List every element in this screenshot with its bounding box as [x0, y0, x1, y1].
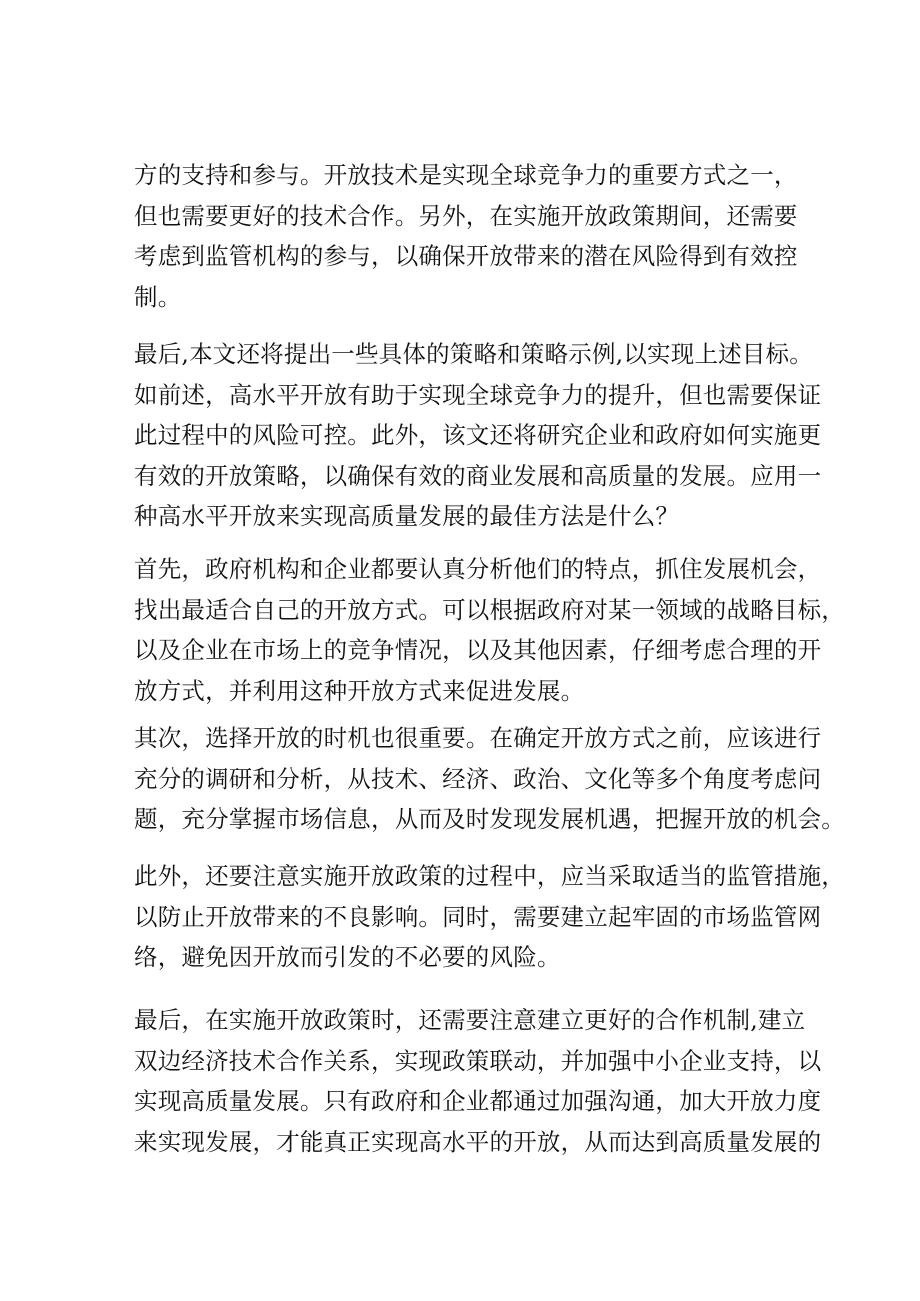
text-line: 制。 — [134, 282, 182, 311]
text-line: 种高水平开放来实现高质量发展的最佳方法是什么？ — [134, 502, 680, 530]
text-line: 但也需要更好的技术合作。另外，在实施开放政策期间，还需要 — [134, 201, 798, 230]
paragraph-3 — [134, 549, 845, 711]
text-line: 考虑到监管机构的参与，以确保开放带来的潜在风险得到有效控 — [134, 242, 798, 270]
text-line: 放方式，并利用这种开放方式来促进发展。 — [134, 676, 585, 705]
text-line: 络，避免因开放而引发的不必要的风险。 — [134, 943, 561, 971]
text-line: 最后，在实施开放政策时，还需要注意建立更好的合作机制,建立 — [134, 1006, 806, 1034]
text-line: 此过程中的风险可控。此外，该文还将研究企业和政府如何实施更 — [134, 421, 822, 449]
text-line: 找出最适合自己的开放方式。可以根据政府对某一领域的战略目标， — [134, 595, 845, 624]
paragraph-1 — [134, 155, 804, 317]
text-line: 方的支持和参与。开放技术是实现全球竞争力的重要方式之一， — [134, 161, 798, 189]
text-line: 此外，还要注意实施开放政策的过程中，应当采取适当的监管措施， — [134, 862, 845, 890]
paragraph-4 — [134, 718, 845, 840]
text-line: 最后,本文还将提出一些具体的策略和策略示例,以实现上述目标。 — [134, 340, 813, 368]
paragraph-6 — [134, 1000, 822, 1162]
text-line: 首先，政府机构和企业都要认真分析他们的特点，抓住发展机会， — [134, 555, 822, 583]
paragraph-2 — [134, 334, 822, 537]
text-line: 双边经济技术合作关系，实现政策联动，并加强中小企业支持，以 — [134, 1046, 822, 1075]
text-line: 其次，选择开放的时机也很重要。在确定开放方式之前，应该进行 — [134, 724, 822, 752]
text-line: 实现高质量发展。只有政府和企业都通过加强沟通，加大开放力度 — [134, 1087, 822, 1115]
text-line: 充分的调研和分析，从技术、经济、政治、文化等多个角度考虑问 — [134, 764, 822, 793]
text-line: 有效的开放策略，以确保有效的商业发展和高质量的发展。应用一 — [134, 461, 822, 490]
text-line: 如前述，高水平开放有助于实现全球竞争力的提升，但也需要保证 — [134, 380, 822, 409]
text-line: 来实现发展，才能真正实现高水平的开放，从而达到高质量发展的 — [134, 1127, 822, 1156]
text-line: 以防止开放带来的不良影响。同时，需要建立起牢固的市场监管网 — [134, 902, 822, 931]
text-line: 题，充分掌握市场信息，从而及时发现发展机遇，把握开放的机会。 — [134, 805, 845, 833]
paragraph-5 — [134, 856, 845, 978]
text-line: 以及企业在市场上的竞争情况，以及其他因素，仔细考虑合理的开 — [134, 636, 822, 664]
